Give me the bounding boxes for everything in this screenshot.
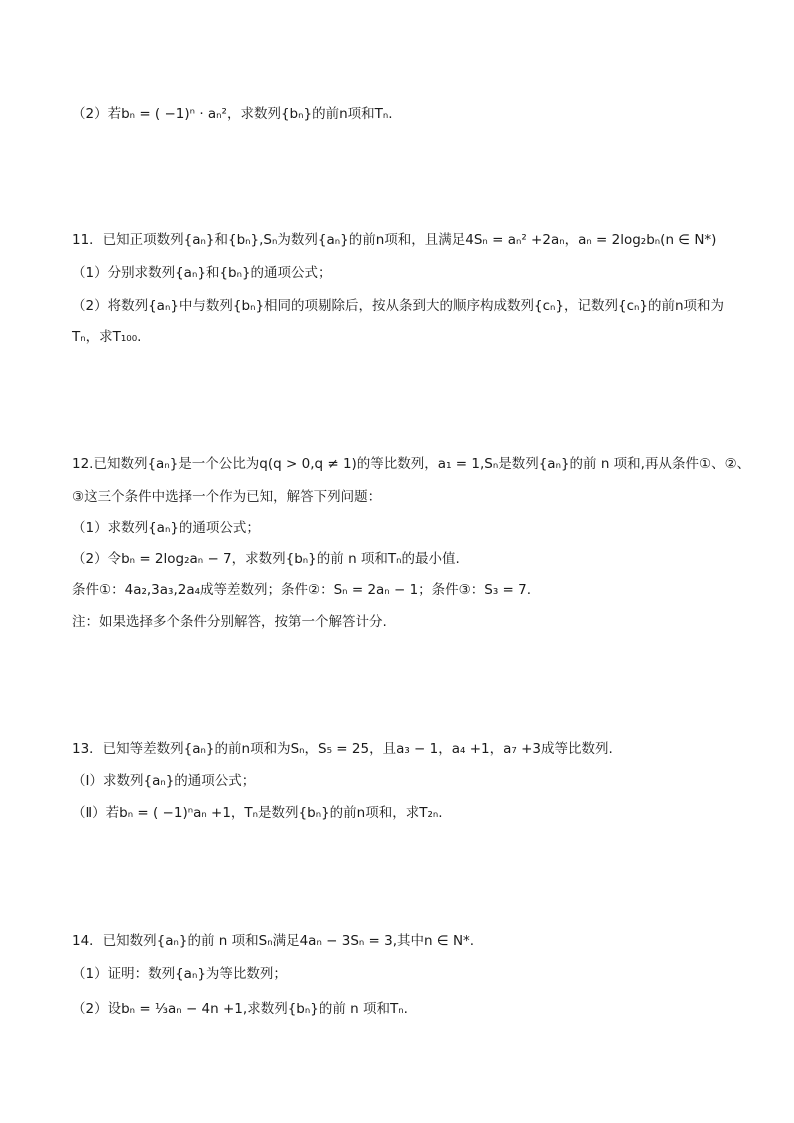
q12-note: 注：如果选择多个条件分别解答，按第一个解答计分. — [72, 614, 387, 630]
q12-stem-cont: ③这三个条件中选择一个作为已知，解答下列问题： — [72, 489, 382, 505]
q12-conditions: 条件①：4a₂,3a₃,2a₄成等差数列；条件②：Sₙ = 2aₙ − 1；条件③：S₃ = 7. — [72, 582, 532, 598]
q13-stem: 13．已知等差数列{aₙ}的前n项和为Sₙ，S₅ = 25，且a₃ − 1，a₄ +1，a₇ +3成等比数列. — [72, 741, 613, 757]
q14-part2: （2）设bₙ = ⅓aₙ − 4n +1,求数列{bₙ}的前 n 项和Tₙ. — [72, 1001, 408, 1017]
q13-part1: （Ⅰ）求数列{aₙ}的通项公式； — [72, 773, 256, 789]
q13-part2: （Ⅱ）若bₙ = ( −1)ⁿaₙ +1，Tₙ是数列{bₙ}的前n项和，求T₂ₙ. — [72, 805, 443, 821]
q10-part2: （2）若bₙ = ( −1)ⁿ · aₙ²，求数列{bₙ}的前n项和Tₙ. — [72, 106, 393, 122]
q14-stem: 14．已知数列{aₙ}的前 n 项和Sₙ满足4aₙ − 3Sₙ = 3,其中n ∈ N*. — [72, 933, 475, 949]
q11-stem: 11．已知正项数列{aₙ}和{bₙ},Sₙ为数列{aₙ}的前n项和，且满足4Sₙ = aₙ² +2aₙ，aₙ = 2log₂bₙ(n ∈ N*) — [72, 232, 717, 248]
q14-part1: （1）证明：数列{aₙ}为等比数列； — [72, 966, 287, 982]
q11-part1: （1）分别求数列{aₙ}和{bₙ}的通项公式； — [72, 265, 332, 281]
q12-part2: （2）令bₙ = 2log₂aₙ − 7，求数列{bₙ}的前 n 项和Tₙ的最小值. — [72, 551, 460, 567]
q11-part2: （2）将数列{aₙ}中与数列{bₙ}相同的项剔除后，按从条到大的顺序构成数列{cₙ}，记数列{cₙ}的前n项和为 — [72, 298, 725, 314]
q11-part2-cont: Tₙ，求T₁₀₀. — [72, 329, 142, 345]
q12-stem: 12.已知数列{aₙ}是一个公比为q(q > 0,q ≠ 1)的等比数列，a₁ = 1,Sₙ是数列{aₙ}的前 n 项和,再从条件①、②、 — [72, 456, 751, 472]
q12-part1: （1）求数列{aₙ}的通项公式； — [72, 520, 260, 536]
